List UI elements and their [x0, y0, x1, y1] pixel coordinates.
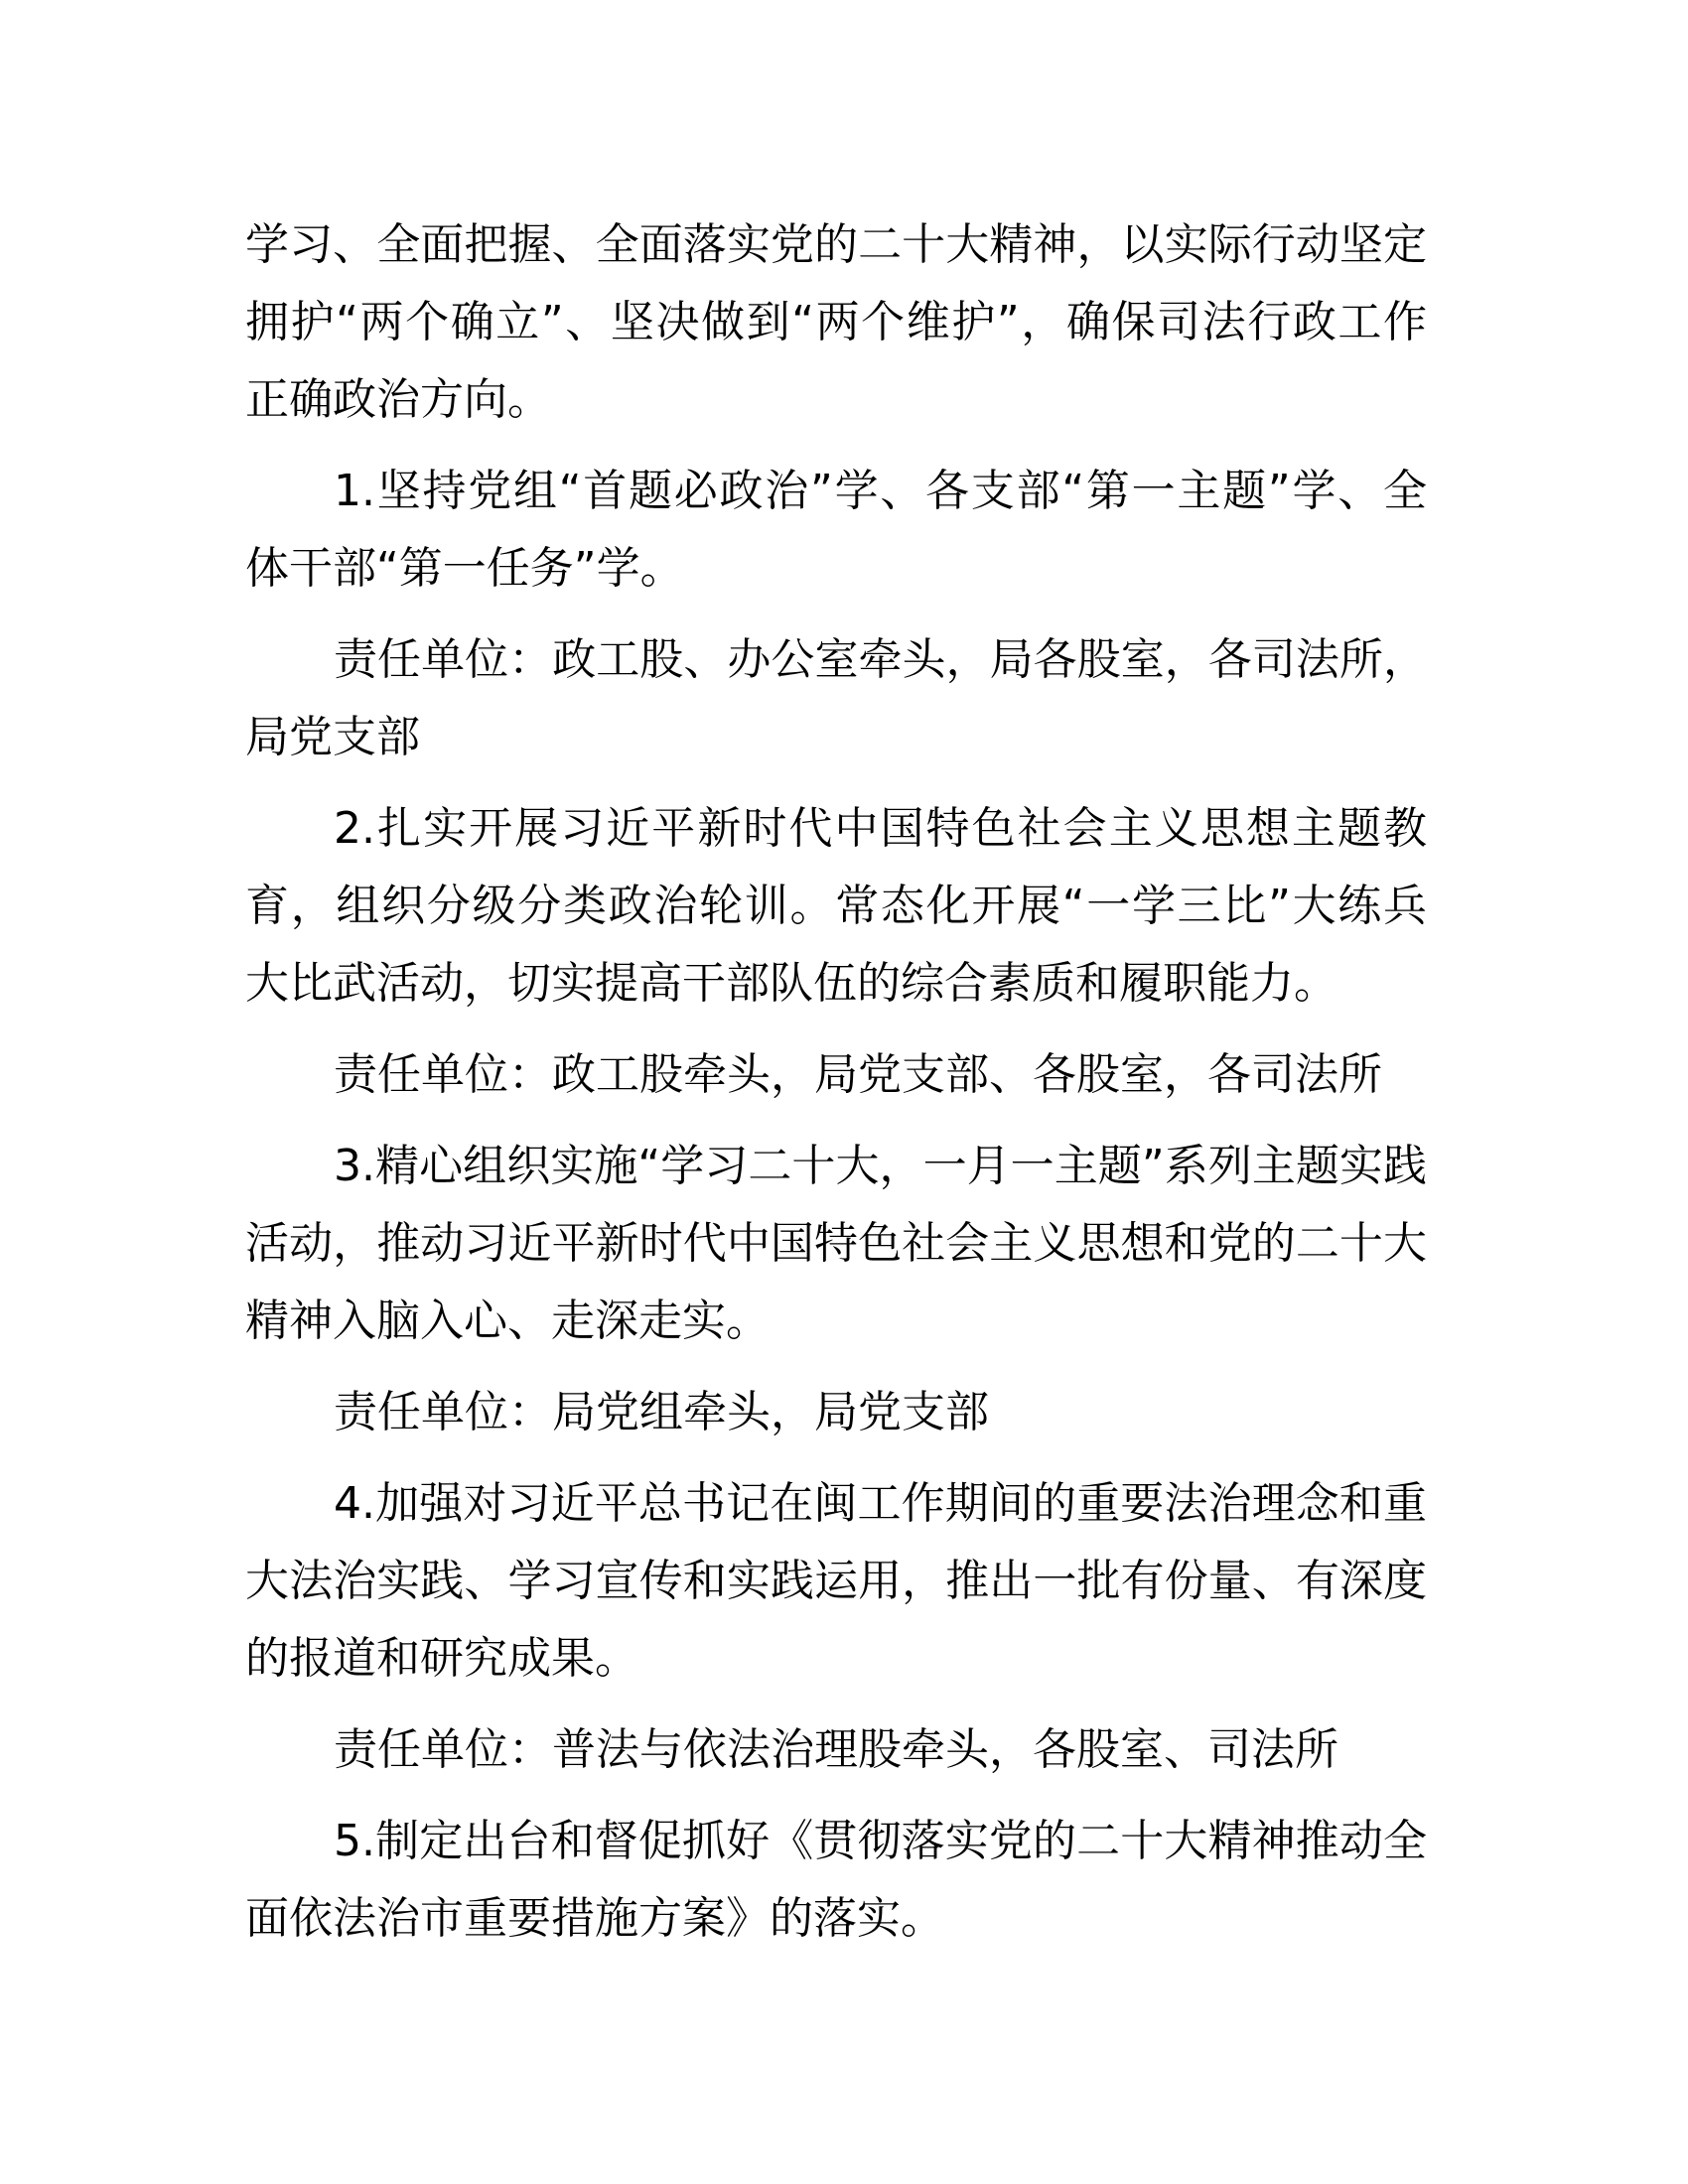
paragraph — [245, 206, 1427, 439]
text-line: 精神入脑入心、走深走实。 — [245, 1296, 770, 1346]
paragraph — [245, 1128, 1427, 1360]
text-line: 大比武活动，切实提高干部队伍的综合素质和履职能力。 — [245, 958, 1337, 1009]
paragraph — [245, 453, 1427, 608]
text-line: 责任单位：政工股、办公室牵头，局各股室，各司法所， — [334, 634, 1427, 685]
text-line: 4.加强对习近平总书记在闽工作期间的重要法治理念和重 — [334, 1478, 1427, 1529]
document-page — [245, 206, 1427, 1972]
paragraph — [245, 790, 1427, 1023]
text-line: 责任单位：局党组牵头，局党支部 — [334, 1387, 989, 1437]
text-line: 大法治实践、学习宣传和实践运用，推出一批有份量、有深度 — [245, 1556, 1427, 1606]
text-line: 拥护“两个确立”、坚决做到“两个维护”，确保司法行政工作 — [245, 297, 1427, 347]
text-line: 5.制定出台和督促抓好《贯彻落实党的二十大精神推动全 — [334, 1816, 1427, 1866]
text-line: 局党支部 — [245, 712, 420, 762]
paragraph — [245, 621, 1427, 776]
text-line: 3.精心组织实施“学习二十大，一月一主题”系列主题实践 — [334, 1141, 1427, 1191]
text-line: 学习、全面把握、全面落实党的二十大精神，以实际行动坚定 — [245, 219, 1427, 270]
paragraph — [245, 1374, 1427, 1451]
text-line: 2.扎实开展习近平新时代中国特色社会主义思想主题教 — [334, 803, 1427, 854]
text-line: 育，组织分级分类政治轮训。常态化开展“一学三比”大练兵 — [245, 881, 1427, 931]
paragraph — [245, 1711, 1427, 1789]
text-line: 活动，推动习近平新时代中国特色社会主义思想和党的二十大 — [245, 1218, 1427, 1269]
paragraph — [245, 1036, 1427, 1114]
text-line: 责任单位：政工股牵头，局党支部、各股室，各司法所 — [334, 1049, 1382, 1100]
text-line: 体干部“第一任务”学。 — [245, 543, 684, 594]
text-line: 正确政治方向。 — [245, 374, 551, 425]
text-line: 面依法治市重要措施方案》的落实。 — [245, 1893, 944, 1944]
paragraph — [245, 1465, 1427, 1698]
text-line: 1.坚持党组“首题必政治”学、各支部“第一主题”学、全 — [334, 466, 1427, 516]
paragraph — [245, 1803, 1427, 1958]
text-line: 责任单位：普法与依法治理股牵头，各股室、司法所 — [334, 1724, 1338, 1775]
text-line: 的报道和研究成果。 — [245, 1633, 638, 1684]
